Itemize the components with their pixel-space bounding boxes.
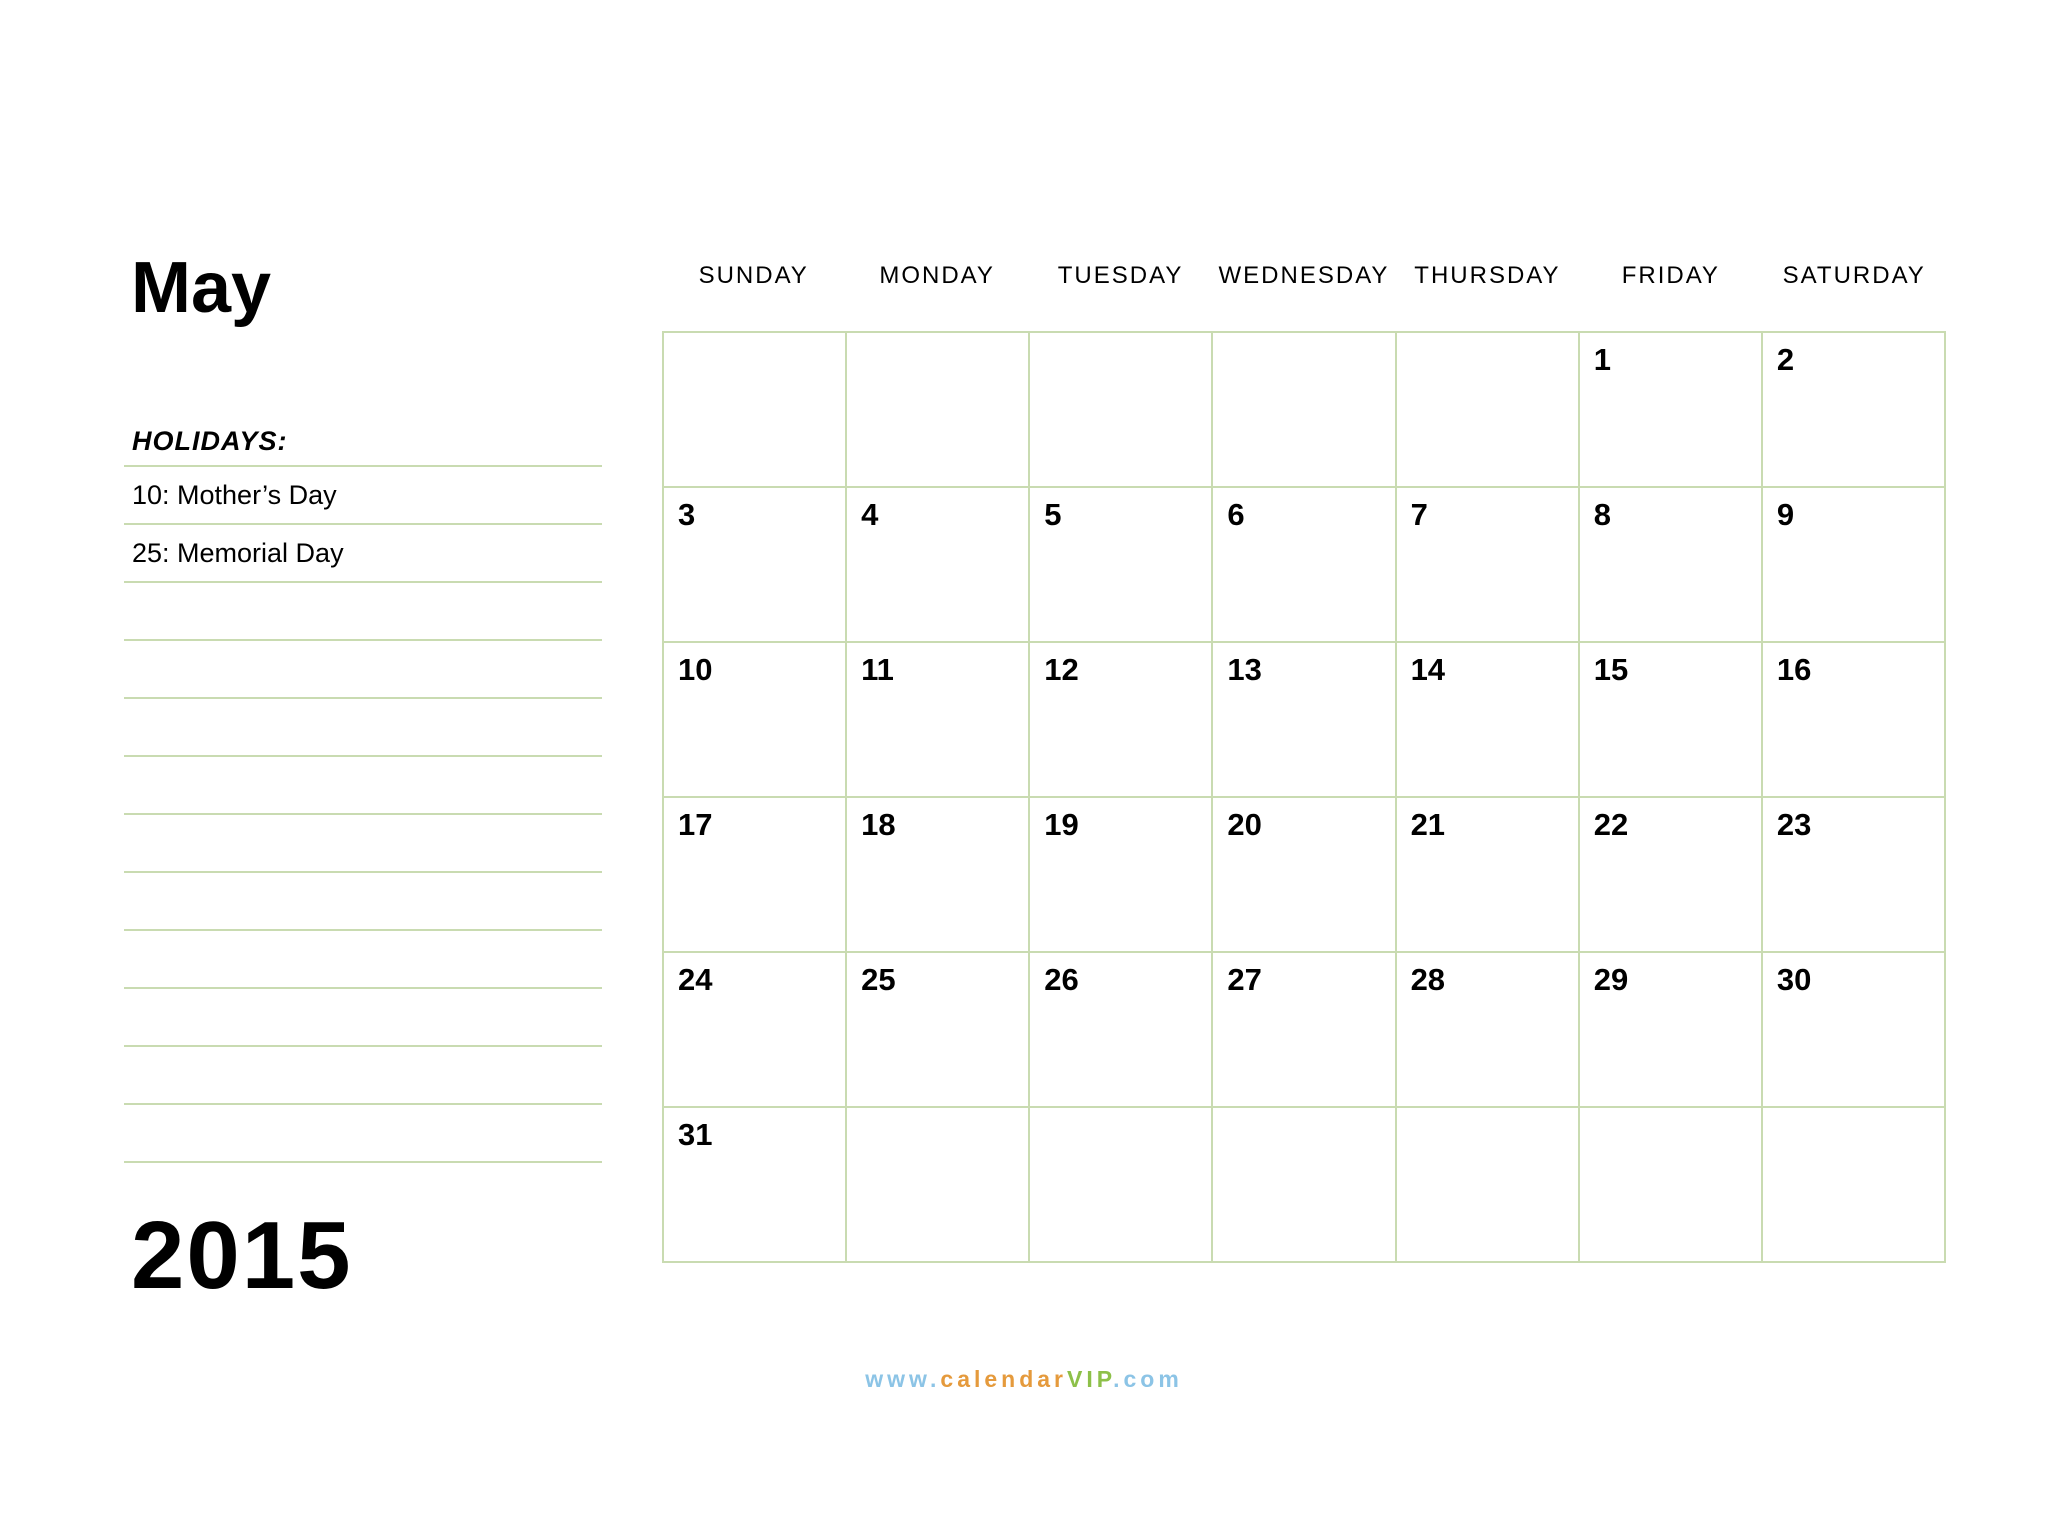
day-number: 20 — [1227, 807, 1262, 842]
day-number: 12 — [1044, 652, 1079, 687]
day-number: 22 — [1593, 807, 1629, 842]
day-number: 21 — [1410, 807, 1446, 842]
day-cell[interactable] — [1030, 488, 1213, 643]
day-cell[interactable] — [1030, 333, 1213, 488]
day-number: 26 — [1044, 962, 1079, 997]
day-number: 14 — [1410, 652, 1446, 687]
day-number: 30 — [1776, 962, 1812, 997]
day-cell[interactable] — [1397, 488, 1580, 643]
holiday-line — [124, 989, 602, 1047]
day-cell[interactable] — [1763, 953, 1946, 1108]
day-cell[interactable] — [1763, 1108, 1946, 1263]
day-cell[interactable] — [847, 953, 1030, 1108]
day-number: 24 — [678, 962, 713, 997]
day-cell[interactable] — [1030, 643, 1213, 798]
holiday-line — [124, 873, 602, 931]
day-cell[interactable] — [1030, 1108, 1213, 1263]
day-cell[interactable] — [1763, 643, 1946, 798]
day-number: 28 — [1410, 962, 1446, 997]
day-cell[interactable] — [1397, 1108, 1580, 1263]
day-number: 7 — [1410, 497, 1428, 532]
holidays-heading: HOLIDAYS: — [132, 426, 288, 456]
day-cell[interactable] — [1580, 798, 1763, 953]
day-number: 31 — [678, 1117, 713, 1152]
day-cell[interactable] — [664, 953, 847, 1108]
day-cell[interactable] — [1213, 798, 1396, 953]
month-title: May — [131, 248, 272, 328]
weekday-label: TUESDAY — [1057, 262, 1184, 289]
footer-www: www. — [865, 1366, 941, 1392]
day-number: 9 — [1776, 497, 1795, 532]
holiday-line — [124, 931, 602, 989]
day-number: 10 — [678, 652, 713, 687]
day-number: 13 — [1227, 652, 1262, 687]
footer-vip: VIP — [1067, 1366, 1114, 1392]
day-cell[interactable] — [1397, 953, 1580, 1108]
holiday-line — [124, 583, 602, 641]
day-cell[interactable] — [1763, 488, 1946, 643]
calendar-grid — [662, 258, 1946, 1263]
day-cell[interactable] — [847, 333, 1030, 488]
weekday-label: SUNDAY — [698, 262, 809, 289]
day-cell[interactable] — [664, 798, 847, 953]
day-cell[interactable] — [1213, 643, 1396, 798]
day-cell[interactable] — [1213, 488, 1396, 643]
day-cell[interactable] — [1580, 643, 1763, 798]
day-cell[interactable] — [1580, 333, 1763, 488]
day-cell[interactable] — [1213, 953, 1396, 1108]
holidays-list — [124, 465, 602, 1163]
footer-com: .com — [1113, 1366, 1183, 1392]
day-cell[interactable] — [664, 1108, 847, 1263]
day-cell[interactable] — [1213, 1108, 1396, 1263]
day-number: 27 — [1227, 962, 1262, 997]
weekday-label: THURSDAY — [1414, 262, 1561, 289]
day-cell[interactable] — [664, 488, 847, 643]
day-number: 6 — [1227, 497, 1245, 532]
day-cell[interactable] — [1030, 798, 1213, 953]
footer-calendar: calendar — [940, 1366, 1068, 1392]
day-number: 1 — [1593, 342, 1611, 377]
day-cell[interactable] — [1397, 643, 1580, 798]
day-cell[interactable] — [664, 333, 847, 488]
holiday-line: 10: Mother’s Day — [124, 467, 602, 525]
day-cell[interactable] — [1580, 488, 1763, 643]
day-cell[interactable] — [847, 798, 1030, 953]
day-number: 4 — [861, 497, 879, 532]
day-grid — [662, 331, 1946, 1263]
day-number: 3 — [678, 497, 696, 532]
day-number: 8 — [1593, 497, 1611, 532]
day-number: 18 — [861, 807, 896, 842]
day-number: 29 — [1593, 962, 1629, 997]
day-number: 5 — [1044, 497, 1062, 532]
holiday-line — [124, 1047, 602, 1105]
day-cell[interactable] — [1763, 798, 1946, 953]
holiday-line — [124, 1105, 602, 1163]
holiday-line — [124, 641, 602, 699]
holiday-line — [124, 699, 602, 757]
day-number: 17 — [678, 807, 713, 842]
day-cell[interactable] — [1397, 333, 1580, 488]
day-cell[interactable] — [1763, 333, 1946, 488]
day-number: 19 — [1044, 807, 1079, 842]
weekday-header-row — [662, 258, 1946, 294]
day-cell[interactable] — [847, 488, 1030, 643]
weekday-label: WEDNESDAY — [1218, 262, 1390, 289]
weekday-label: MONDAY — [879, 262, 995, 289]
holiday-line — [124, 815, 602, 873]
day-cell[interactable] — [1397, 798, 1580, 953]
day-cell[interactable] — [1030, 953, 1213, 1108]
day-number: 16 — [1776, 652, 1812, 687]
weekday-label: FRIDAY — [1621, 262, 1720, 289]
year-title: 2015 — [131, 1202, 353, 1309]
day-cell[interactable] — [847, 1108, 1030, 1263]
day-cell[interactable] — [1580, 953, 1763, 1108]
website-footer[interactable] — [0, 1368, 2048, 1391]
day-number: 15 — [1593, 652, 1629, 687]
day-number: 25 — [861, 962, 896, 997]
day-number: 2 — [1776, 342, 1795, 377]
day-cell[interactable] — [1213, 333, 1396, 488]
day-number: 11 — [861, 652, 894, 687]
holiday-line: 25: Memorial Day — [124, 525, 602, 583]
day-cell[interactable] — [1580, 1108, 1763, 1263]
holiday-line — [124, 757, 602, 815]
day-cell[interactable] — [847, 643, 1030, 798]
weekday-label: SATURDAY — [1782, 262, 1926, 289]
day-number: 23 — [1776, 807, 1812, 842]
day-cell[interactable] — [664, 643, 847, 798]
